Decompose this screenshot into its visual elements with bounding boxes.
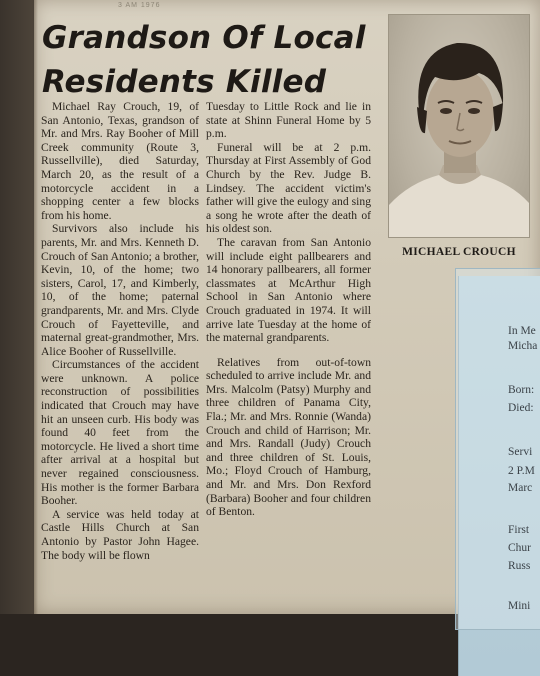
paragraph: Relatives from out-of-town scheduled to arrive include Mr. and Mrs. Malcolm (Patsy) Murphy and three children of Panama City, Fla.; Mr. and Mrs. Ronnie (Wanda) Crouch and child of Harrison; Mr. and Mrs. Randall (Judy) Crouch and three children of St. Louis, Mo.; Floyd Crouch of Hamburg, and Mr. and Mrs. Don Rexford (Barbara) Booher and four children of Benton. [206, 355, 371, 519]
program-text: First [508, 524, 530, 536]
program-text: Died: [508, 402, 534, 414]
paragraph: Michael Ray Crouch, 19, of San Antonio, Texas, grandson of Mr. and Mrs. Ray Booher of Mill Creek community (Route 3, Russellville), died Saturday, March 20, as the result of a motorcycle accident in a shopping center a few blocks from his home. [41, 100, 199, 222]
program-text: In Me [508, 325, 536, 337]
headline [42, 16, 382, 104]
paragraph: A service was held today at Castle Hills Church at San Antonio by Pastor John Hagee. The body will be flown [41, 507, 199, 562]
clipping-date-stamp: 3 AM 1976 [118, 2, 161, 9]
program-text: Micha [508, 340, 538, 352]
program-text: Chur [508, 542, 531, 554]
photo-caption: MICHAEL CROUCH [402, 246, 516, 258]
portrait-photo [388, 14, 530, 238]
headline-line-2: Residents Killed [42, 64, 327, 100]
headline-line-1: Grandson Of Local [42, 20, 366, 56]
clipping-edge-shadow [34, 0, 38, 614]
article-column-2 [206, 100, 371, 519]
program-text: Marc [508, 482, 533, 494]
article-column-1 [41, 100, 199, 562]
program-text: 2 P.M [508, 465, 535, 477]
paragraph: Circumstances of the accident were unknown. A police reconstruction of possibilities indicated that Crouch may have hit an unseen curb. His body was found 40 feet from the motorcycle. He lived a short time after arrival at a hospital but never regained consciousness. His mother is the former Barbara Booher. [41, 358, 199, 508]
portrait-image [389, 15, 529, 237]
paragraph: The caravan from San Antonio will include eight pallbearers and 14 honorary pallbearers, all former classmates at McArthur High School in San Antonio where Crouch graduated in 1974. It will arrive late Tuesday at the home of the maternal grandparents. [206, 235, 371, 345]
program-text: Mini [508, 600, 531, 612]
paragraph: Survivors also include his parents, Mr. and Mrs. Kenneth D. Crouch of San Antonio; a brother, Kevin, 10, of the home; two sisters, Carol, 17, and Kimberly, 10, of the home; paternal grandparents, Mr. and Mrs. Clyde Crouch of Fayetteville, and maternal great-grandmother, Mrs. Alice Booher of Russellville. [41, 222, 199, 358]
program-text: Born: [508, 384, 535, 396]
paragraph: Tuesday to Little Rock and lie in state at Shinn Funeral Home by 5 p.m. [206, 100, 371, 141]
program-text: Servi [508, 446, 533, 458]
program-text: Russ [508, 560, 531, 572]
paragraph: Funeral will be at 2 p.m. Thursday at First Assembly of God Church by the Rev. Judge B. Lindsey. The accident victim's father will give the eulogy and sing a song he wrote after the death of his oldest son. [206, 140, 371, 236]
